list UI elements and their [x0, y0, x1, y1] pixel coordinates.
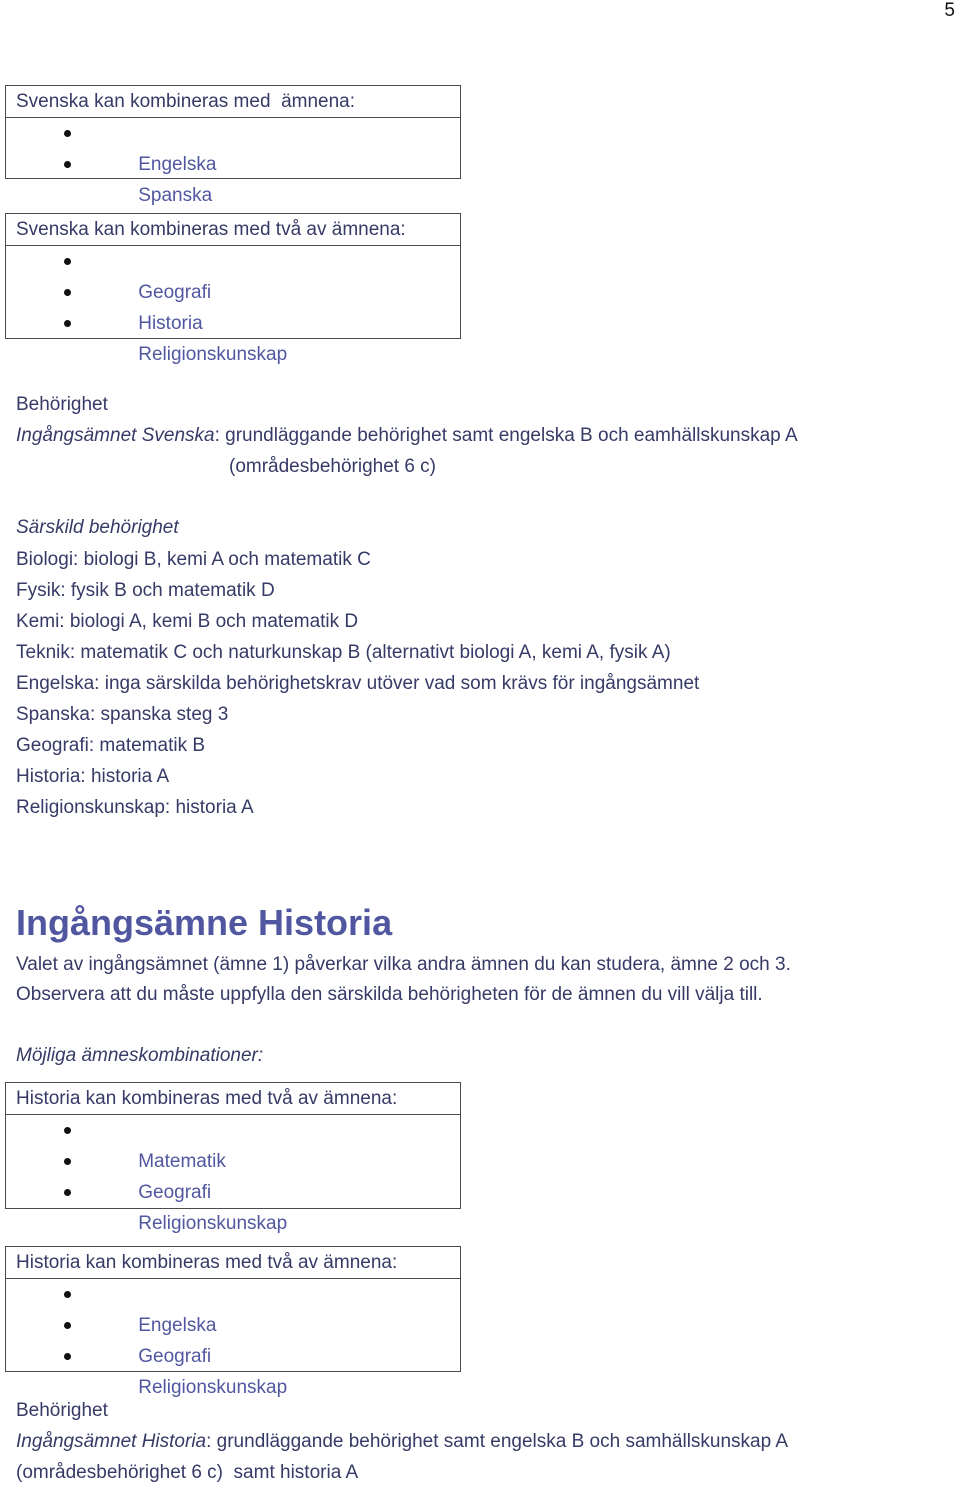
- combination-item: [6, 1115, 460, 1172]
- combination-item-label: Geografi: [138, 1182, 212, 1203]
- combination-item-label: Historia: [138, 313, 203, 334]
- bullet-icon: [64, 289, 71, 296]
- special-requirement-item: Teknik: matematik C och naturkunskap B (alternativt biologi A, kemi A, fysik A): [16, 642, 671, 663]
- special-requirement-item: Biologi: biologi B, kemi A och matematik C: [16, 549, 371, 570]
- intro-text-line: Valet av ingångsämnet (ämne 1) påverkar vilka andra ämnen du kan studera, ämne 2 och 3.: [16, 954, 791, 975]
- bullet-icon: [64, 1127, 71, 1134]
- combination-item: [6, 1177, 460, 1234]
- combination-item: [6, 1341, 460, 1398]
- combination-list: [6, 1279, 460, 1398]
- bullet-icon: [64, 1322, 71, 1329]
- combination-item: [6, 118, 460, 175]
- entry-subject: Ingångsämnet Svenska: [16, 425, 215, 446]
- combination-item-label: Religionskunskap: [138, 344, 288, 365]
- combination-item: [6, 246, 460, 303]
- combination-list: [6, 246, 460, 365]
- special-requirement-item: Historia: historia A: [16, 766, 170, 787]
- combination-item: [6, 1146, 460, 1203]
- bullet-icon: [64, 1158, 71, 1165]
- combination-box-header: Historia kan kombineras med två av ämnena:: [6, 1247, 460, 1279]
- behorighet-label: Behörighet: [16, 1400, 108, 1421]
- bullet-icon: [64, 258, 71, 265]
- bullet-icon: [64, 1291, 71, 1298]
- combination-item-label: Religionskunskap: [138, 1213, 288, 1234]
- combination-item-label: Geografi: [138, 282, 212, 303]
- special-requirement-item: Spanska: spanska steg 3: [16, 704, 229, 725]
- combination-box-header: Svenska kan kombineras med två av ämnena:: [6, 214, 460, 246]
- svenska-combination-box-1: [5, 85, 461, 206]
- bullet-icon: [64, 1189, 71, 1196]
- combination-item: [6, 1279, 460, 1336]
- svenska-combination-box-2: [5, 213, 461, 365]
- combination-item-label: Religionskunskap: [138, 1377, 288, 1398]
- special-requirement-item: Kemi: biologi A, kemi B och matematik D: [16, 611, 359, 632]
- entry-requirement-continuation: (områdesbehörighet 6 c) samt historia A: [16, 1462, 359, 1483]
- entry-text: : grundläggande behörighet samt engelska B och eamhällskunskap A: [214, 425, 798, 446]
- sarskild-behorighet-label: Särskild behörighet: [16, 517, 179, 538]
- entry-subject: Ingångsämnet Historia: [16, 1431, 207, 1452]
- combination-item: [6, 149, 460, 206]
- combination-list: [6, 1115, 460, 1234]
- special-requirements-list: [16, 544, 699, 823]
- bullet-icon: [64, 130, 71, 137]
- combination-item-label: Geografi: [138, 1346, 212, 1367]
- combination-item-label: Matematik: [138, 1151, 226, 1172]
- combination-item-label: Engelska: [138, 154, 217, 175]
- combination-list: [6, 118, 460, 206]
- special-requirement-item: Engelska: inga särskilda behörighetskrav utöver vad som krävs för ingångsämnet: [16, 673, 700, 694]
- entry-requirement-line: [16, 424, 798, 448]
- combination-item-label: Engelska: [138, 1315, 217, 1336]
- historia-combination-box-2: [5, 1246, 461, 1398]
- combination-box-header: Svenska kan kombineras med ämnena:: [6, 86, 460, 118]
- historia-combination-box-1: [5, 1082, 461, 1234]
- combination-item: [6, 1310, 460, 1367]
- behorighet-label: Behörighet: [16, 394, 108, 415]
- entry-text: : grundläggande behörighet samt engelska B och samhällskunskap A: [206, 1431, 789, 1452]
- combination-box-header: Historia kan kombineras med två av ämnena:: [6, 1083, 460, 1115]
- combination-item: [6, 308, 460, 365]
- page-number: 5: [944, 0, 955, 21]
- special-requirement-item: Fysik: fysik B och matematik D: [16, 580, 275, 601]
- combination-item: [6, 277, 460, 334]
- bullet-icon: [64, 1353, 71, 1360]
- intro-text-line: Observera att du måste uppfylla den särskilda behörigheten för de ämnen du vill välja till.: [16, 984, 763, 1005]
- bullet-icon: [64, 161, 71, 168]
- section-heading: Ingångsämne Historia: [16, 902, 393, 943]
- combinations-label: Möjliga ämneskombinationer:: [16, 1045, 264, 1066]
- special-requirement-item: Geografi: matematik B: [16, 735, 206, 756]
- bullet-icon: [64, 320, 71, 327]
- entry-requirement-continuation: (områdesbehörighet 6 c): [229, 456, 436, 477]
- special-requirement-item: Religionskunskap: historia A: [16, 797, 254, 818]
- combination-item-label: Spanska: [138, 185, 213, 206]
- entry-requirement-line: [16, 1430, 788, 1454]
